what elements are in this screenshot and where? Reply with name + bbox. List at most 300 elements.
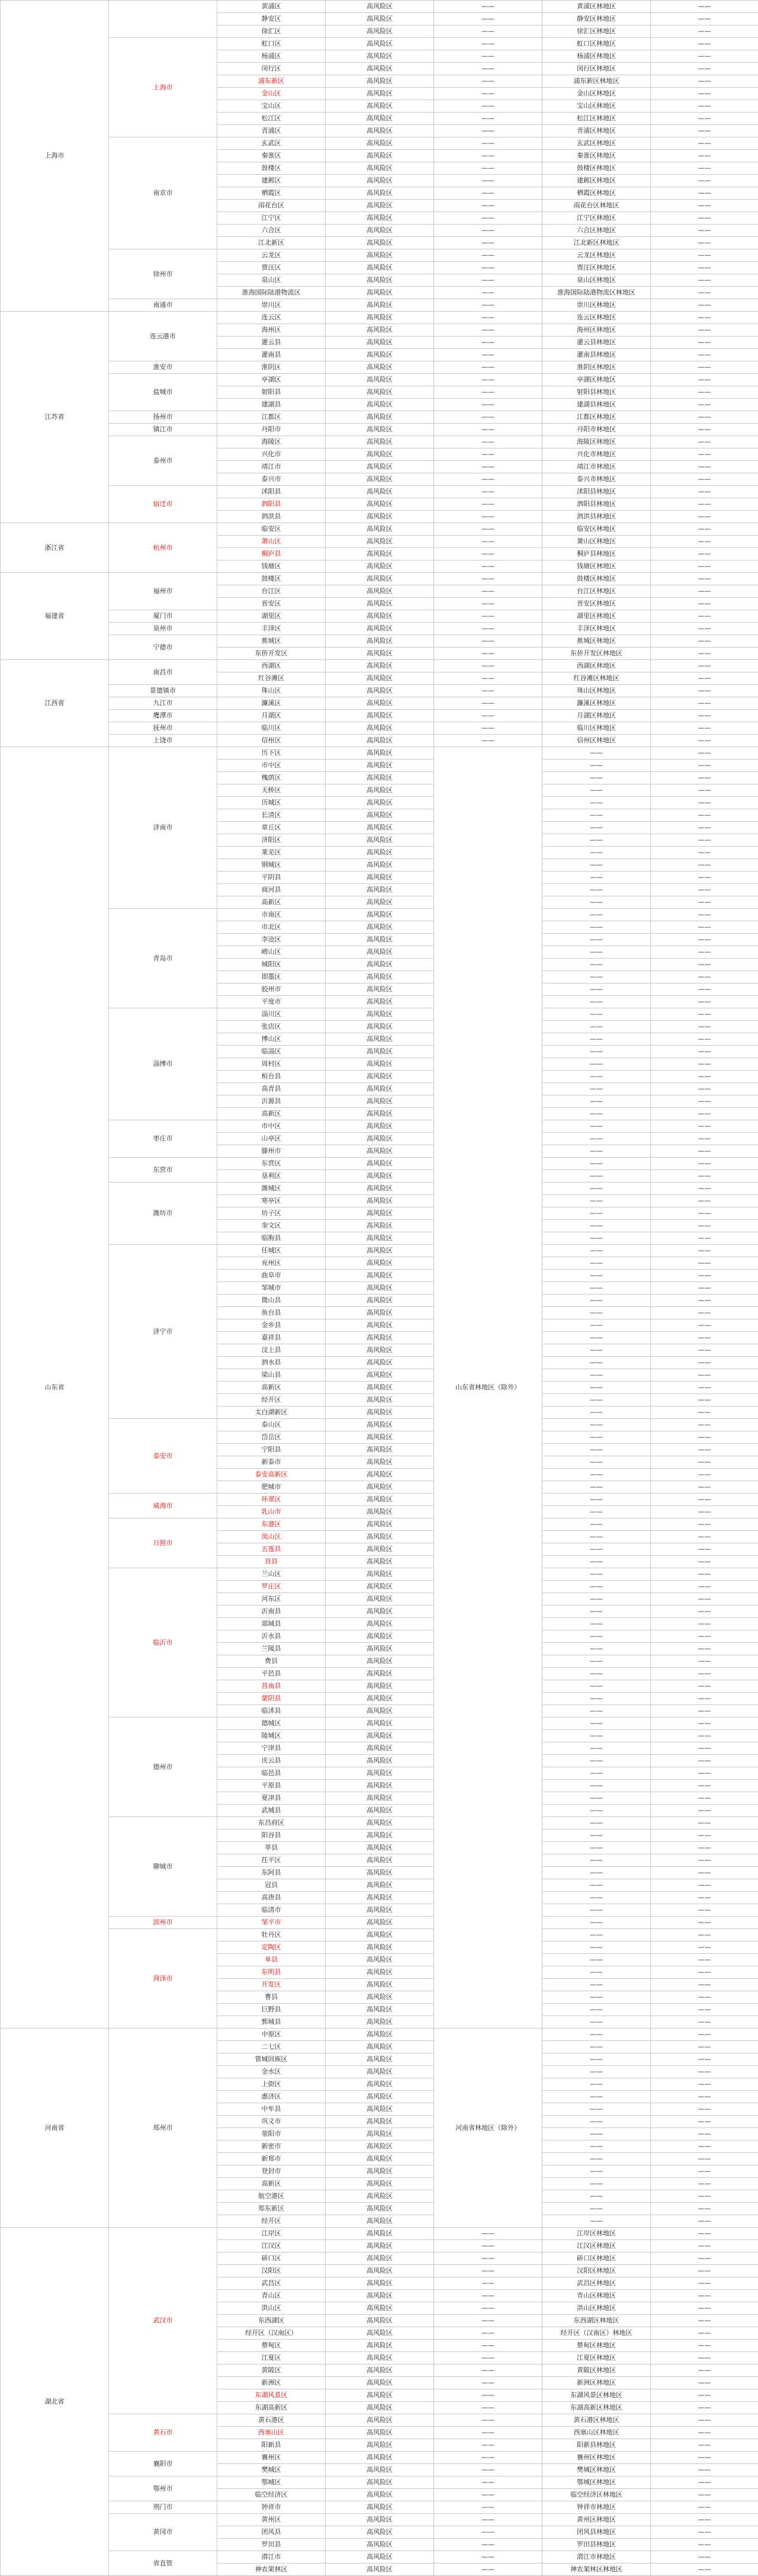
note-dash-cell: —— xyxy=(651,697,758,710)
district-cell: 丹阳市 xyxy=(217,424,326,436)
scope-name-cell: —— xyxy=(542,1382,651,1394)
district-cell: 临安区 xyxy=(217,523,326,536)
scope-dash-cell: —— xyxy=(434,299,542,312)
scope-name-cell: 淮阴区林地区 xyxy=(542,361,651,374)
risk-level-cell: 高风险区 xyxy=(326,2302,434,2315)
scope-name-cell: —— xyxy=(542,1108,651,1120)
scope-name-cell: 团风县林地区 xyxy=(542,2526,651,2539)
scope-name-cell: —— xyxy=(542,1568,651,1581)
district-cell: 宁津县 xyxy=(217,1742,326,1755)
scope-name-cell: —— xyxy=(542,1431,651,1444)
district-cell: 濂溪区 xyxy=(217,697,326,710)
district-cell: 宝山区 xyxy=(217,100,326,113)
note-dash-cell: —— xyxy=(651,63,758,75)
scope-dash-cell: —— xyxy=(434,2402,542,2414)
scope-name-cell: 江汉区林地区 xyxy=(542,2240,651,2253)
note-dash-cell: —— xyxy=(651,1444,758,1456)
risk-level-cell: 高风险区 xyxy=(326,809,434,822)
scope-name-cell: 雨花台区林地区 xyxy=(542,200,651,212)
note-dash-cell: —— xyxy=(651,784,758,797)
note-dash-cell: —— xyxy=(651,1668,758,1680)
risk-level-cell: 高风险区 xyxy=(326,548,434,560)
scope-dash-cell: —— xyxy=(434,2476,542,2489)
risk-level-cell: 高风险区 xyxy=(326,1867,434,1879)
scope-name-cell: —— xyxy=(542,2041,651,2053)
scope-dash-cell: —— xyxy=(434,2501,542,2514)
risk-level-cell: 高风险区 xyxy=(326,623,434,635)
note-dash-cell: —— xyxy=(651,2364,758,2377)
scope-name-cell: —— xyxy=(542,1083,651,1095)
note-dash-cell: —— xyxy=(651,2526,758,2539)
scope-name-cell: —— xyxy=(542,1307,651,1319)
note-dash-cell: —— xyxy=(651,648,758,660)
district-cell: 浦东新区 xyxy=(217,75,326,88)
scope-dash-cell: —— xyxy=(434,598,542,610)
note-dash-cell: —— xyxy=(651,511,758,523)
note-dash-cell: —— xyxy=(651,1357,758,1369)
scope-name-cell: —— xyxy=(542,1531,651,1543)
risk-level-cell: 高风险区 xyxy=(326,200,434,212)
district-cell: 沂源县 xyxy=(217,1095,326,1108)
district-cell: 环翠区 xyxy=(217,1494,326,1506)
risk-level-cell: 高风险区 xyxy=(326,2203,434,2215)
district-cell: 静安区 xyxy=(217,13,326,25)
district-cell: 武城县 xyxy=(217,1805,326,1817)
risk-level-cell: 高风险区 xyxy=(326,1344,434,1357)
city-cell: 滨州市 xyxy=(109,1917,217,1929)
city-cell: 郑州市 xyxy=(109,2029,217,2228)
district-cell: 虹口区 xyxy=(217,38,326,50)
scope-name-cell: —— xyxy=(542,2066,651,2078)
note-dash-cell: —— xyxy=(651,1767,758,1780)
note-dash-cell: —— xyxy=(651,2476,758,2489)
risk-level-cell: 高风险区 xyxy=(326,287,434,299)
scope-name-cell: —— xyxy=(542,1506,651,1518)
district-cell: 海陵区 xyxy=(217,436,326,448)
note-dash-cell: —— xyxy=(651,747,758,760)
risk-level-cell: 高风险区 xyxy=(326,2253,434,2265)
district-cell: 泗水县 xyxy=(217,1357,326,1369)
risk-level-cell: 高风险区 xyxy=(326,2427,434,2439)
scope-dash-cell: —— xyxy=(434,2228,542,2240)
scope-name-cell: 西湖区林地区 xyxy=(542,660,651,672)
district-cell: 临清市 xyxy=(217,1904,326,1917)
note-dash-cell: —— xyxy=(651,1755,758,1767)
table-row xyxy=(1,747,758,760)
risk-level-cell: 高风险区 xyxy=(326,1693,434,1705)
scope-name-cell: 黄州区林地区 xyxy=(542,2514,651,2526)
note-dash-cell: —— xyxy=(651,1718,758,1730)
district-cell: 神农架林区 xyxy=(217,2564,326,2576)
scope-name-cell: —— xyxy=(542,1593,651,1606)
risk-level-cell: 高风险区 xyxy=(326,2128,434,2141)
risk-level-cell: 高风险区 xyxy=(326,100,434,113)
scope-name-cell: —— xyxy=(542,1979,651,1991)
district-cell: 即墨区 xyxy=(217,971,326,983)
district-cell: 江北新区 xyxy=(217,237,326,249)
scope-dash-cell: —— xyxy=(434,2389,542,2402)
risk-level-cell: 高风险区 xyxy=(326,262,434,274)
district-cell: 闵行区 xyxy=(217,63,326,75)
risk-level-cell: 高风险区 xyxy=(326,25,434,38)
note-dash-cell: —— xyxy=(651,722,758,735)
scope-dash-cell: —— xyxy=(434,548,542,560)
district-cell: 高新区 xyxy=(217,1382,326,1394)
note-dash-cell: —— xyxy=(651,361,758,374)
note-dash-cell: —— xyxy=(651,710,758,722)
scope-name-cell: 钟祥市林地区 xyxy=(542,2501,651,2514)
district-cell: 雨花台区 xyxy=(217,200,326,212)
note-dash-cell: —— xyxy=(651,2514,758,2526)
note-dash-cell: —— xyxy=(651,2078,758,2091)
scope-name-cell: —— xyxy=(542,1792,651,1805)
district-cell: 李沧区 xyxy=(217,934,326,946)
scope-name-cell: 湖里区林地区 xyxy=(542,610,651,623)
note-dash-cell: —— xyxy=(651,2228,758,2240)
risk-level-cell: 高风险区 xyxy=(326,697,434,710)
scope-name-cell: —— xyxy=(542,1444,651,1456)
risk-level-cell: 高风险区 xyxy=(326,585,434,598)
city-cell: 南昌市 xyxy=(109,660,217,685)
risk-level-cell: 高风险区 xyxy=(326,747,434,760)
risk-level-cell: 高风险区 xyxy=(326,2029,434,2041)
city-cell: 临沂市 xyxy=(109,1568,217,1718)
note-dash-cell: —— xyxy=(651,2141,758,2153)
city-cell: 鹰潭市 xyxy=(109,710,217,722)
district-cell: 泗阳县 xyxy=(217,498,326,511)
district-cell: 襄州区 xyxy=(217,2452,326,2464)
district-cell: 微山县 xyxy=(217,1295,326,1307)
scope-name-cell: —— xyxy=(542,1369,651,1382)
risk-level-cell: 高风险区 xyxy=(326,1606,434,1618)
scope-name-cell: 崇川区林地区 xyxy=(542,299,651,312)
table-row xyxy=(1,361,758,374)
scope-name-cell: 丹阳市林地区 xyxy=(542,424,651,436)
note-dash-cell: —— xyxy=(651,498,758,511)
district-cell: 黄石港区 xyxy=(217,2414,326,2427)
risk-level-cell: 高风险区 xyxy=(326,361,434,374)
note-dash-cell: —— xyxy=(651,1630,758,1643)
city-cell: 抚州市 xyxy=(109,722,217,735)
note-dash-cell: —— xyxy=(651,1369,758,1382)
scope-dash-cell: —— xyxy=(434,685,542,697)
note-dash-cell: —— xyxy=(651,1842,758,1854)
risk-level-cell: 高风险区 xyxy=(326,1295,434,1307)
risk-level-cell: 高风险区 xyxy=(326,598,434,610)
scope-name-cell: —— xyxy=(542,1817,651,1830)
note-dash-cell: —— xyxy=(651,2489,758,2501)
scope-name-cell: 黄浦区林地区 xyxy=(542,1,651,13)
note-dash-cell: —— xyxy=(651,2253,758,2265)
district-cell: 射阳县 xyxy=(217,386,326,399)
note-dash-cell: —— xyxy=(651,2402,758,2414)
district-cell: 高新区 xyxy=(217,2178,326,2190)
note-dash-cell: —— xyxy=(651,610,758,623)
risk-level-cell: 高风险区 xyxy=(326,1469,434,1481)
note-dash-cell: —— xyxy=(651,2053,758,2066)
district-cell: 博山区 xyxy=(217,1033,326,1046)
risk-level-cell: 高风险区 xyxy=(326,1718,434,1730)
note-dash-cell: —— xyxy=(651,2414,758,2427)
risk-level-cell: 高风险区 xyxy=(326,959,434,971)
scope-dash-cell: —— xyxy=(434,486,542,498)
risk-area-table-body xyxy=(1,1,758,2576)
note-dash-cell: —— xyxy=(651,13,758,25)
city-cell: 徐州市 xyxy=(109,249,217,299)
table-row xyxy=(1,1,758,13)
district-cell: 乳山市 xyxy=(217,1506,326,1518)
table-row xyxy=(1,1568,758,1581)
district-cell: 晋安区 xyxy=(217,598,326,610)
risk-level-cell: 高风险区 xyxy=(326,672,434,685)
scope-name-cell: 阳新县林地区 xyxy=(542,2439,651,2452)
scope-name-cell: —— xyxy=(542,1929,651,1941)
note-dash-cell: —— xyxy=(651,1295,758,1307)
note-dash-cell: —— xyxy=(651,2277,758,2290)
scope-name-cell: —— xyxy=(542,1606,651,1618)
district-cell: 夏津县 xyxy=(217,1792,326,1805)
note-dash-cell: —— xyxy=(651,1643,758,1655)
scope-name-cell: 靖江市林地区 xyxy=(542,461,651,473)
district-cell: 潍城区 xyxy=(217,1183,326,1195)
scope-dash-cell: —— xyxy=(434,2240,542,2253)
province-cell: 江西省 xyxy=(1,660,109,747)
risk-level-cell: 高风险区 xyxy=(326,1842,434,1854)
note-dash-cell: —— xyxy=(651,1008,758,1021)
risk-level-cell: 高风险区 xyxy=(326,822,434,834)
note-dash-cell: —— xyxy=(651,1406,758,1419)
district-cell: 庆云县 xyxy=(217,1755,326,1767)
scope-dash-cell: —— xyxy=(434,349,542,361)
risk-level-cell: 高风险区 xyxy=(326,1680,434,1693)
province-cell: 江苏省 xyxy=(1,312,109,523)
note-dash-cell: —— xyxy=(651,473,758,486)
note-dash-cell: —— xyxy=(651,872,758,884)
risk-level-cell: 高风险区 xyxy=(326,2464,434,2476)
scope-dash-cell: —— xyxy=(434,2352,542,2364)
note-dash-cell: —— xyxy=(651,1,758,13)
scope-dash-cell: —— xyxy=(434,361,542,374)
scope-dash-cell: —— xyxy=(434,2340,542,2352)
note-dash-cell: —— xyxy=(651,1071,758,1083)
city-cell: 黄石市 xyxy=(109,2414,217,2452)
scope-name-cell: —— xyxy=(542,1332,651,1344)
scope-name-cell: —— xyxy=(542,909,651,921)
scope-dash-cell: —— xyxy=(434,187,542,200)
district-cell: 金乡县 xyxy=(217,1319,326,1332)
scope-name-cell: —— xyxy=(542,760,651,772)
scope-dash-cell: —— xyxy=(434,2302,542,2315)
risk-level-cell: 高风险区 xyxy=(326,1917,434,1929)
district-cell: 江都区 xyxy=(217,411,326,424)
note-dash-cell: —— xyxy=(651,635,758,648)
scope-name-cell: 青浦区林地区 xyxy=(542,125,651,137)
note-dash-cell: —— xyxy=(651,809,758,822)
note-dash-cell: —— xyxy=(651,2190,758,2203)
city-cell: 荆门市 xyxy=(109,2501,217,2514)
city-cell: 省直管 xyxy=(109,2551,217,2576)
scope-name-cell: —— xyxy=(542,2116,651,2128)
risk-level-cell: 高风险区 xyxy=(326,1780,434,1792)
table-row xyxy=(1,2551,758,2564)
district-cell: 兰山区 xyxy=(217,1568,326,1581)
note-dash-cell: —— xyxy=(651,859,758,872)
scope-name-cell: 海陵区林地区 xyxy=(542,436,651,448)
note-dash-cell: —— xyxy=(651,909,758,921)
note-dash-cell: —— xyxy=(651,113,758,125)
note-dash-cell: —— xyxy=(651,448,758,461)
risk-level-cell: 高风险区 xyxy=(326,1170,434,1183)
risk-level-cell: 高风险区 xyxy=(326,722,434,735)
district-cell: 湖里区 xyxy=(217,610,326,623)
scope-dash-cell: —— xyxy=(434,2452,542,2464)
district-cell: 灌云县 xyxy=(217,337,326,349)
risk-level-cell: 高风险区 xyxy=(326,2178,434,2190)
risk-level-cell: 高风险区 xyxy=(326,2290,434,2302)
scope-name-cell: —— xyxy=(542,1917,651,1929)
scope-name-cell: 建湖县林地区 xyxy=(542,399,651,411)
district-cell: 栖霞区 xyxy=(217,187,326,200)
note-dash-cell: —— xyxy=(651,946,758,959)
risk-level-cell: 高风险区 xyxy=(326,2476,434,2489)
note-dash-cell: —— xyxy=(651,50,758,63)
note-dash-cell: —— xyxy=(651,1506,758,1518)
scope-name-cell: 红谷滩区林地区 xyxy=(542,672,651,685)
scope-name-cell: 新洲区林地区 xyxy=(542,2377,651,2389)
risk-level-cell: 高风险区 xyxy=(326,137,434,150)
district-cell: 贾汪区 xyxy=(217,262,326,274)
note-dash-cell: —— xyxy=(651,1046,758,1058)
note-dash-cell: —— xyxy=(651,1307,758,1319)
scope-name-cell: 濂溪区林地区 xyxy=(542,697,651,710)
table-row xyxy=(1,660,758,672)
district-cell: 灌南县 xyxy=(217,349,326,361)
note-dash-cell: —— xyxy=(651,1431,758,1444)
note-dash-cell: —— xyxy=(651,1618,758,1630)
risk-level-cell: 高风险区 xyxy=(326,1668,434,1680)
scope-name-cell: —— xyxy=(542,784,651,797)
district-cell: 崇川区 xyxy=(217,299,326,312)
scope-name-cell: —— xyxy=(542,1158,651,1170)
risk-level-cell: 高风险区 xyxy=(326,1979,434,1991)
note-dash-cell: —— xyxy=(651,523,758,536)
scope-name-cell: 淮海国际陆港物流区林地区 xyxy=(542,287,651,299)
table-row xyxy=(1,2452,758,2464)
risk-level-cell: 高风险区 xyxy=(326,2265,434,2277)
scope-name-cell: —— xyxy=(542,959,651,971)
scope-name-cell: —— xyxy=(542,1680,651,1693)
district-cell: 阳谷县 xyxy=(217,1830,326,1842)
district-cell: 洪山区 xyxy=(217,2302,326,2315)
table-row xyxy=(1,2029,758,2041)
scope-name-cell: —— xyxy=(542,1693,651,1705)
city-cell: 南京市 xyxy=(109,137,217,249)
district-cell: 西湖区 xyxy=(217,660,326,672)
note-dash-cell: —— xyxy=(651,685,758,697)
note-dash-cell: —— xyxy=(651,2066,758,2078)
scope-name-cell: 东湖高新区林地区 xyxy=(542,2402,651,2414)
scope-name-cell: —— xyxy=(542,872,651,884)
risk-level-cell: 高风险区 xyxy=(326,1444,434,1456)
district-cell: 钱塘区 xyxy=(217,560,326,573)
scope-name-cell: —— xyxy=(542,1071,651,1083)
table-row xyxy=(1,2514,758,2526)
note-dash-cell: —— xyxy=(651,672,758,685)
scope-dash-cell: —— xyxy=(434,212,542,225)
risk-level-cell: 高风险区 xyxy=(326,983,434,996)
risk-level-cell: 高风险区 xyxy=(326,1095,434,1108)
risk-level-cell: 高风险区 xyxy=(326,2340,434,2352)
scope-name-cell: 射阳县林地区 xyxy=(542,386,651,399)
city-cell: 泉州市 xyxy=(109,623,217,635)
note-dash-cell: —— xyxy=(651,1494,758,1506)
risk-level-cell: 高风险区 xyxy=(326,113,434,125)
scope-name-cell: 秦淮区林地区 xyxy=(542,150,651,162)
risk-level-cell: 高风险区 xyxy=(326,1792,434,1805)
note-dash-cell: —— xyxy=(651,299,758,312)
risk-level-cell: 高风险区 xyxy=(326,2277,434,2290)
scope-dash-cell: —— xyxy=(434,2253,542,2265)
note-dash-cell: —— xyxy=(651,1145,758,1158)
note-dash-cell: —— xyxy=(651,834,758,847)
note-dash-cell: —— xyxy=(651,2389,758,2402)
scope-dash-cell: —— xyxy=(434,324,542,337)
district-cell: 鼓楼区 xyxy=(217,162,326,175)
district-cell: 黄浦区 xyxy=(217,1,326,13)
note-dash-cell: —— xyxy=(651,1120,758,1133)
city-cell: 泰州市 xyxy=(109,436,217,486)
district-cell: 巩义市 xyxy=(217,2116,326,2128)
table-row xyxy=(1,1917,758,1929)
scope-name-cell: 栖霞区林地区 xyxy=(542,187,651,200)
risk-level-cell: 高风险区 xyxy=(326,1270,434,1282)
risk-level-cell: 高风险区 xyxy=(326,1556,434,1568)
note-dash-cell: —— xyxy=(651,2564,758,2576)
risk-level-cell: 高风险区 xyxy=(326,536,434,548)
scope-dash-cell: —— xyxy=(434,523,542,536)
risk-level-cell: 高风险区 xyxy=(326,1755,434,1767)
district-cell: 黄陂区 xyxy=(217,2364,326,2377)
district-cell: 蔡甸区 xyxy=(217,2340,326,2352)
scope-name-cell: —— xyxy=(542,1842,651,1854)
risk-level-cell: 高风险区 xyxy=(326,2539,434,2551)
note-dash-cell: —— xyxy=(651,1879,758,1892)
scope-name-cell: —— xyxy=(542,822,651,834)
district-cell: 杨浦区 xyxy=(217,50,326,63)
note-dash-cell: —— xyxy=(651,2116,758,2128)
district-cell: 钢城区 xyxy=(217,859,326,872)
city-cell: 东营市 xyxy=(109,1158,217,1183)
scope-dash-cell: —— xyxy=(434,448,542,461)
scope-name-cell: —— xyxy=(542,1630,651,1643)
district-cell: 邹平市 xyxy=(217,1917,326,1929)
risk-level-cell: 高风险区 xyxy=(326,909,434,921)
scope-name-cell: 桐庐县林地区 xyxy=(542,548,651,560)
risk-level-cell: 高风险区 xyxy=(326,1120,434,1133)
risk-level-cell: 高风险区 xyxy=(326,1058,434,1071)
scope-name-cell: —— xyxy=(542,946,651,959)
scope-name-cell: —— xyxy=(542,1295,651,1307)
note-dash-cell: —— xyxy=(651,262,758,274)
note-dash-cell: —— xyxy=(651,598,758,610)
scope-name-cell: 沭阳县林地区 xyxy=(542,486,651,498)
note-dash-cell: —— xyxy=(651,249,758,262)
district-cell: 信州区 xyxy=(217,735,326,747)
risk-level-cell: 高风险区 xyxy=(326,760,434,772)
scope-name-cell: 泗洪县林地区 xyxy=(542,511,651,523)
district-cell: 泰山区 xyxy=(217,1419,326,1431)
note-dash-cell: —— xyxy=(651,1817,758,1830)
